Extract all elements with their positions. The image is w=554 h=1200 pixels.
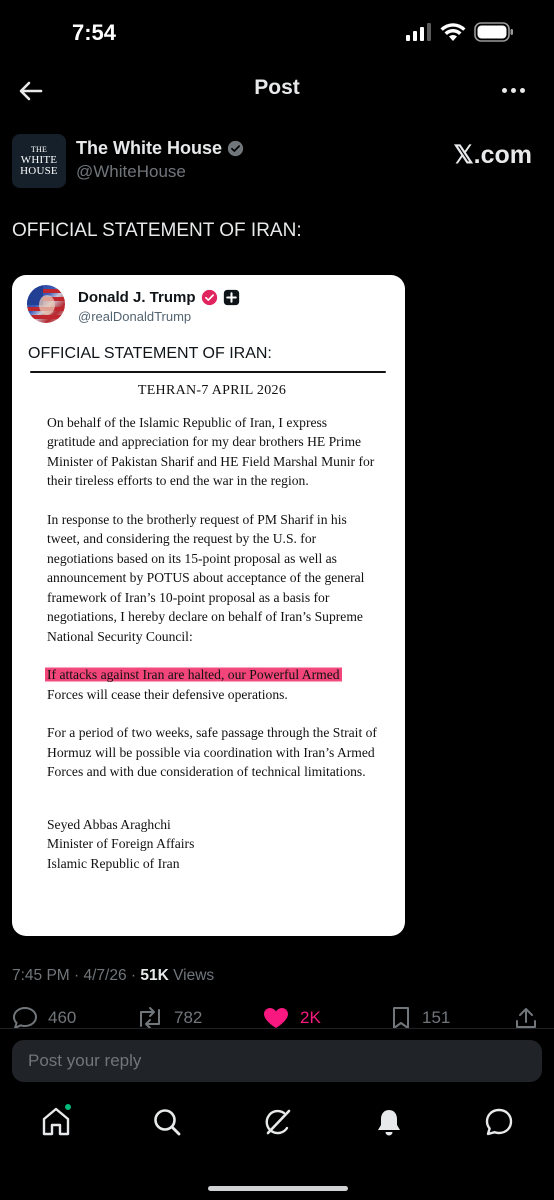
signatory-name: Seyed Abbas Araghchi <box>47 816 171 832</box>
bookmark-button[interactable] <box>390 1006 450 1030</box>
reply-count: 460 <box>48 1008 77 1027</box>
bottom-tab-bar <box>0 1096 554 1156</box>
repost-icon <box>136 1006 164 1030</box>
bookmark-icon <box>390 1006 412 1030</box>
post-header <box>0 66 554 114</box>
more-options-button[interactable] <box>498 78 528 102</box>
signatory-title: Minister of Foreign Affairs <box>47 836 195 851</box>
avatar-text: HOUSE <box>20 165 58 177</box>
wifi-icon <box>440 23 466 42</box>
document-paragraph: For a period of two weeks, safe passage through the Strait of Hormuz will be possible via coordination with Iran’s Armed Forces and with due consideration of technical limitations. <box>47 725 377 779</box>
heart-filled-icon <box>262 1006 290 1030</box>
document-divider <box>30 371 386 373</box>
bookmark-count: 151 <box>422 1008 451 1027</box>
cellular-signal-icon <box>406 23 432 41</box>
views-label: Views <box>168 967 215 984</box>
signatory-org: Islamic Republic of Iran <box>47 855 180 871</box>
page-title: Post <box>254 76 300 99</box>
chat-bubble-icon <box>483 1106 515 1138</box>
author-avatar[interactable] <box>12 134 66 188</box>
author-name-text: The White House <box>76 138 223 158</box>
embedded-author-name <box>78 289 240 306</box>
document-date: TEHRAN-7 APRIL 2026 <box>137 383 287 398</box>
more-dot-icon <box>511 88 516 93</box>
share-button[interactable] <box>514 1006 538 1030</box>
reply-button[interactable] <box>12 1006 76 1030</box>
reply-input[interactable] <box>12 1040 542 1082</box>
more-dot-icon <box>502 88 507 93</box>
like-button[interactable] <box>262 1006 321 1030</box>
verified-badge-icon <box>227 140 244 157</box>
document-paragraph <box>47 665 377 704</box>
flag-portrait-icon <box>27 285 65 323</box>
status-icons <box>406 22 514 42</box>
comment-icon <box>12 1006 38 1030</box>
post-timestamp: 7:45 PM · 4/7/26 · <box>12 967 141 984</box>
highlighted-text: If attacks against Iran are halted, our Powerful Armed <box>47 667 340 682</box>
more-dot-icon <box>520 88 525 93</box>
reply-divider <box>0 1028 554 1029</box>
signature-block <box>47 815 377 874</box>
tab-grok[interactable] <box>262 1106 294 1138</box>
battery-icon <box>474 22 514 42</box>
statement-document <box>47 381 377 873</box>
document-paragraph: On behalf of the Islamic Republic of Iran, I express gratitude and appreciation for my dear brothers HE Prime Minister of Pakistan Sharif and HE Field Marshal Munir for their tireless efforts to end the war in the region. <box>47 414 375 488</box>
tab-notifications[interactable] <box>373 1106 405 1138</box>
notification-dot <box>64 1103 72 1111</box>
tab-home[interactable] <box>40 1106 72 1138</box>
status-time: 7:54 <box>72 20 117 45</box>
verified-badge-icon <box>201 289 218 306</box>
post-image[interactable] <box>12 275 405 936</box>
post-meta <box>12 967 214 985</box>
repost-count: 782 <box>174 1008 203 1027</box>
post-actions <box>0 1003 554 1035</box>
share-icon <box>514 1006 538 1030</box>
author-name[interactable] <box>76 138 244 159</box>
avatar-text: WHITE <box>20 154 58 166</box>
post-text: OFFICIAL STATEMENT OF IRAN: <box>12 220 302 241</box>
bell-icon <box>373 1106 405 1138</box>
embedded-avatar <box>27 285 65 323</box>
avatar-text: THE <box>30 145 48 154</box>
search-icon <box>151 1106 183 1138</box>
tab-messages[interactable] <box>483 1106 515 1138</box>
x-logo: 𝕏.com <box>453 141 532 169</box>
document-text: Forces will cease their defensive operations. <box>47 686 288 702</box>
embedded-post-text: OFFICIAL STATEMENT OF IRAN: <box>28 345 272 362</box>
document-paragraph: In response to the brotherly request of PM Sharif in his tweet, and considering the request by the U.S. for negotiations based on its 15-point proposal as well as announcement by POTUS about acceptance of the general framework of Iran’s 10-point proposal as a basis for negotiations, I hereby declare on behalf of Iran’s Supreme National Security Council: <box>47 511 365 644</box>
affiliate-badge-icon <box>223 289 240 306</box>
views-count: 51K <box>140 967 169 984</box>
repost-button[interactable] <box>136 1006 202 1030</box>
embedded-author-handle: @realDonaldTrump <box>78 309 192 324</box>
embedded-author-name-text: Donald J. Trump <box>78 289 196 306</box>
like-count: 2K <box>300 1008 321 1027</box>
grok-icon <box>262 1106 294 1138</box>
home-indicator <box>208 1186 348 1191</box>
tab-search[interactable] <box>151 1106 183 1138</box>
author-handle[interactable]: @WhiteHouse <box>76 162 186 181</box>
status-bar <box>0 0 554 66</box>
